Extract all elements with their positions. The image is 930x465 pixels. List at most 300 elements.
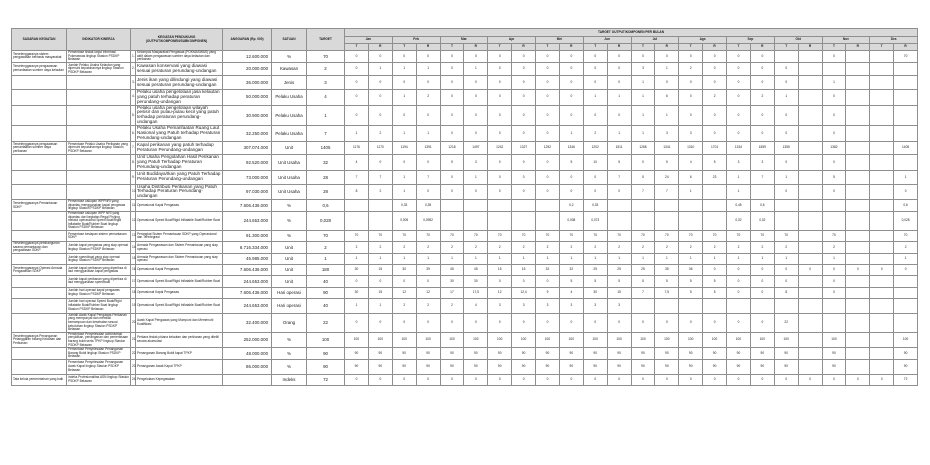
month-value: 0 (416, 155, 440, 171)
month-value: 0 (727, 51, 751, 63)
month-value: 90 (703, 359, 727, 374)
month-value: 0 (559, 51, 583, 63)
realization-subheader: R (607, 44, 631, 51)
row-number: 13. (131, 231, 136, 242)
month-value: 0 (559, 374, 583, 385)
month-value: 100 (631, 332, 655, 347)
table-row (12, 374, 918, 385)
month-value (440, 200, 464, 212)
month-value (870, 231, 894, 242)
month-value: 0 (583, 62, 607, 76)
month-value (798, 276, 822, 287)
month-value: 1242 (488, 141, 512, 155)
month-value: 0 (440, 62, 464, 76)
month-value: 0 (536, 374, 560, 385)
month-value (798, 126, 822, 142)
month-value: 0 (536, 89, 560, 105)
month-value: 0 (679, 374, 703, 385)
month-value: 0 (488, 171, 512, 185)
row-number: 12. (131, 212, 136, 231)
month-value: 0 (512, 76, 536, 90)
month-value: 8 (774, 287, 798, 298)
satuan-cell: Unit (272, 242, 307, 254)
month-value (798, 212, 822, 231)
month-header: Apr (488, 37, 536, 44)
realization-subheader: R (368, 44, 392, 51)
month-value: 0 (559, 105, 583, 126)
month-value: 1 (559, 254, 583, 265)
month-value: 70 (822, 231, 846, 242)
month-value: 1 (894, 171, 918, 185)
month-value: 0 (822, 265, 846, 276)
month-value: 100 (679, 332, 703, 347)
month-value: 0 (870, 374, 894, 385)
anggaran-cell (223, 374, 272, 385)
month-value: 0 (727, 276, 751, 287)
month-value: 90 (583, 359, 607, 374)
sasaran-cell (12, 76, 67, 90)
month-value: 0 (846, 265, 870, 276)
month-value (655, 212, 679, 231)
month-value: 0 (464, 313, 488, 332)
table-row (12, 348, 918, 360)
month-value: 0 (392, 76, 416, 90)
month-value: 100 (655, 332, 679, 347)
month-value: 0 (727, 62, 751, 76)
month-value: 0 (727, 374, 751, 385)
target-cell: 4 (307, 89, 345, 105)
month-value: 0 (488, 374, 512, 385)
month-value: 2 (368, 184, 392, 200)
indikator-cell: Persentase cakupan WPP NRI yang dipantau dari kegiatan Regal Fishing melalui operasional Speed Boat/Rigid Inflatable Boat/Rubber Boat lingkup Stasiun PSDKP Belawan (67, 212, 131, 231)
target-cell: 40 (307, 298, 345, 313)
month-value: 0 (774, 126, 798, 142)
month-value: 32 (559, 265, 583, 276)
month-value: 2 (750, 89, 774, 105)
row-number: 7. (131, 141, 136, 155)
month-value: 17 (440, 287, 464, 298)
month-value (822, 298, 846, 313)
kegiatan-cell: Operasional Kapal Pengawas (136, 287, 223, 298)
month-value: 100 (392, 332, 416, 347)
month-value: 2 (440, 298, 464, 313)
indikator-cell: Jumlah kapal perikanan yang diperiksa di laut menggunakan speedboat (67, 276, 131, 287)
month-value: 100 (464, 332, 488, 347)
month-value: 1497 (464, 141, 488, 155)
target-subheader: T (536, 44, 560, 51)
month-value: 3 (583, 298, 607, 313)
month-value: 90 (559, 348, 583, 360)
month-value: 0 (536, 313, 560, 332)
realization-subheader: R (512, 44, 536, 51)
satuan-cell: % (272, 200, 307, 212)
month-value: 39 (416, 265, 440, 276)
month-value: 90 (679, 348, 703, 360)
month-value (846, 89, 870, 105)
month-value (870, 171, 894, 185)
month-value: 7,5 (655, 287, 679, 298)
month-value: 1 (822, 254, 846, 265)
month-value: 0 (870, 265, 894, 276)
indikator-cell: Persentase Penyelesaian Penanganan Barang Bukti lingkup Stasiun PSDKP Belawan (67, 348, 131, 360)
satuan-cell: Unit (272, 276, 307, 287)
month-value (846, 231, 870, 242)
target-cell: 2 (307, 242, 345, 254)
month-value: 1346 (559, 141, 583, 155)
satuan-cell: Unit (272, 265, 307, 276)
month-header: Nov (822, 37, 870, 44)
target-subheader: T (583, 44, 607, 51)
row-number: 15. (131, 254, 136, 265)
month-header: Okt (774, 37, 822, 44)
month-value: 90 (536, 359, 560, 374)
month-value: 12,4 (512, 287, 536, 298)
month-value: 0 (559, 184, 583, 200)
month-value (798, 155, 822, 171)
month-value: 3 (488, 298, 512, 313)
satuan-cell: Pelaku Usaha (272, 105, 307, 126)
month-value: 0 (488, 276, 512, 287)
month-value: 15 (607, 287, 631, 298)
row-number: 8. (131, 155, 136, 171)
month-value (703, 184, 727, 200)
month-value: 90 (488, 348, 512, 360)
month-value: 100 (607, 332, 631, 347)
month-value: 0 (798, 265, 822, 276)
month-value (846, 254, 870, 265)
row-number: 4. (131, 89, 136, 105)
month-value (870, 254, 894, 265)
month-value: 0 (607, 184, 631, 200)
month-value: 90 (488, 359, 512, 374)
row-number: 14. (131, 242, 136, 254)
month-value (894, 126, 918, 142)
satuan-cell: Unit Usaha (272, 171, 307, 185)
satuan-cell: Unit Usaha (272, 155, 307, 171)
indikator-cell (67, 126, 131, 142)
month-value: 0 (822, 184, 846, 200)
month-value (846, 51, 870, 63)
month-value: 0 (536, 62, 560, 76)
month-value: 2 (655, 242, 679, 254)
month-value: 90 (750, 359, 774, 374)
month-value: 5 (703, 155, 727, 171)
month-value (536, 212, 560, 231)
month-value (894, 276, 918, 287)
month-value: 1 (464, 254, 488, 265)
satuan-cell: Kawasan (272, 62, 307, 76)
month-value: 7 (750, 171, 774, 185)
month-value (798, 141, 822, 155)
indikator-cell (67, 184, 131, 200)
month-value: 90 (894, 348, 918, 360)
month-value: 2 (583, 242, 607, 254)
month-value: 100 (440, 332, 464, 347)
month-value: 70 (440, 231, 464, 242)
month-value: 90 (392, 348, 416, 360)
row-number: 23. (131, 359, 136, 374)
month-value: 2 (727, 242, 751, 254)
satuan-cell: Orang (272, 313, 307, 332)
table-row (12, 359, 918, 374)
kegiatan-cell: Penanganan Awak Kapal TPKP (136, 359, 223, 374)
month-value: 1 (727, 171, 751, 185)
month-value: 0 (750, 276, 774, 287)
month-value: 7 (631, 287, 655, 298)
month-value: 0 (464, 126, 488, 142)
month-value (798, 62, 822, 76)
month-value (894, 76, 918, 90)
month-value (846, 76, 870, 90)
month-value: 4 (559, 287, 583, 298)
month-value: 0 (655, 313, 679, 332)
month-value (631, 212, 655, 231)
month-value (870, 332, 894, 347)
month-value: 5 (703, 287, 727, 298)
month-value: 0 (345, 51, 369, 63)
month-value: 2 (368, 242, 392, 254)
month-value: 0 (559, 89, 583, 105)
sasaran-cell (12, 287, 67, 298)
month-value: 1 (655, 254, 679, 265)
table-row (12, 105, 918, 126)
row-number: 22. (131, 348, 136, 360)
month-value: 0 (750, 76, 774, 90)
anggaran-cell: 92.520.000 (223, 155, 272, 171)
month-value: 30 (392, 265, 416, 276)
anggaran-cell: 7.606.436.000 (223, 200, 272, 212)
month-value: 90 (679, 359, 703, 374)
month-value (894, 313, 918, 332)
month-value: 15 (368, 287, 392, 298)
month-value (870, 200, 894, 212)
month-value: 0 (368, 76, 392, 90)
month-value: 1511 (607, 141, 631, 155)
sasaran-cell (12, 105, 67, 126)
sasaran-cell (12, 276, 67, 287)
month-value: 0,005 (392, 212, 416, 231)
month-value: 90 (583, 348, 607, 360)
month-value: 2 (416, 298, 440, 313)
sasaran-cell (12, 155, 67, 171)
month-value: 90 (655, 348, 679, 360)
month-value: 0 (774, 155, 798, 171)
month-value (870, 105, 894, 126)
kegiatan-cell: Operasional Kapal Pengawas (136, 200, 223, 212)
month-value (774, 200, 798, 212)
month-value: 2 (416, 242, 440, 254)
month-value: 24 (655, 171, 679, 185)
month-value: 2 (631, 242, 655, 254)
month-value: 0,02 (727, 212, 751, 231)
month-value: 2 (679, 62, 703, 76)
month-value: 0 (488, 126, 512, 142)
month-value: 70 (583, 231, 607, 242)
month-value: 0 (345, 76, 369, 90)
month-value: 0 (488, 313, 512, 332)
month-value: 5 (559, 155, 583, 171)
month-value: 12 (392, 287, 416, 298)
table-row (12, 242, 918, 254)
month-value: 100 (750, 332, 774, 347)
month-value: 90 (512, 359, 536, 374)
kegiatan-cell: Pelaku usaha pengelolaan wilayah pesisir dan pulau-pulau kecil yang patuh terhadap peraturan perundang-undangan (136, 105, 223, 126)
month-value (655, 200, 679, 212)
month-value (870, 242, 894, 254)
month-value: 0 (464, 184, 488, 200)
table-row (12, 298, 918, 313)
month-value: 0 (774, 265, 798, 276)
month-value: 5 (440, 155, 464, 171)
table-row (12, 287, 918, 298)
month-value: 30 (440, 276, 464, 287)
anggaran-cell: 8.716.334.000 (223, 242, 272, 254)
month-value: 1 (392, 126, 416, 142)
month-value (440, 212, 464, 231)
month-value (750, 298, 774, 313)
month-value: 3 (679, 126, 703, 142)
month-value: 2 (679, 242, 703, 254)
month-value: 0 (368, 105, 392, 126)
month-value: 2 (416, 89, 440, 105)
month-value: 0 (703, 76, 727, 90)
month-value: 0 (536, 126, 560, 142)
month-value: 100 (512, 332, 536, 347)
month-value (846, 298, 870, 313)
month-value (679, 212, 703, 231)
sasaran-cell (12, 359, 67, 374)
month-value: 0 (655, 374, 679, 385)
kegiatan-cell: Pelaku Usaha Pemanfaatan Ruang Laut Nasional yang Patuh terhadap Peraturan Perundang-undangan (136, 126, 223, 142)
month-value: 90 (345, 348, 369, 360)
month-value (798, 76, 822, 90)
col-header-target: TARGET (307, 29, 345, 51)
month-value: 0 (655, 51, 679, 63)
month-value: 3 (559, 298, 583, 313)
month-value: 7 (607, 171, 631, 185)
month-value (870, 155, 894, 171)
sasaran-cell (12, 313, 67, 332)
target-cell: 90 (307, 359, 345, 374)
satuan-cell: Jenis (272, 76, 307, 90)
kegiatan-cell: Penanganan Barang Bukti kapal TPKP (136, 348, 223, 360)
month-value (870, 126, 894, 142)
target-cell: 3 (307, 76, 345, 90)
month-value: 0 (440, 76, 464, 90)
target-subheader: T (345, 44, 369, 51)
month-value (727, 298, 751, 313)
month-value: 1 (416, 62, 440, 76)
month-value: 1268 (631, 141, 655, 155)
month-value (870, 276, 894, 287)
month-value: 0,073 (583, 212, 607, 231)
sasaran-cell: Tata kelola pemerintahan yang baik (12, 374, 67, 385)
row-number: 11. (131, 200, 136, 212)
month-value: 0 (822, 374, 846, 385)
month-value: 5 (679, 287, 703, 298)
month-value: 90 (607, 348, 631, 360)
month-value: 1 (416, 126, 440, 142)
month-value: 17,5 (464, 287, 488, 298)
month-value: 70 (655, 231, 679, 242)
month-value: 0,6 (894, 200, 918, 212)
month-value (846, 184, 870, 200)
target-subheader: T (679, 44, 703, 51)
month-value: 90 (703, 348, 727, 360)
month-value: 1 (631, 254, 655, 265)
col-header-monthly-target: TARGET OUTPUT/KOMPONEN PER BULAN (345, 29, 918, 37)
month-value: 0 (536, 76, 560, 90)
month-value: 0 (727, 126, 751, 142)
month-value: 0 (440, 171, 464, 185)
sasaran-cell (12, 126, 67, 142)
month-value: 36 (679, 265, 703, 276)
month-value: 0,008 (559, 212, 583, 231)
col-header-kegiatan: KEGIATAN PENDUKUNG (OUTPUT/KOMPONEN/SUBKOMPONEN) (131, 29, 223, 51)
month-value: 1327 (512, 141, 536, 155)
realization-subheader: R (846, 44, 870, 51)
month-value: 0 (703, 374, 727, 385)
month-value: 0 (392, 374, 416, 385)
month-value: 0 (345, 313, 369, 332)
row-number: 2. (131, 62, 136, 76)
satuan-cell: % (272, 332, 307, 347)
month-value: 0 (750, 287, 774, 298)
month-value: 1 (536, 254, 560, 265)
month-value: 100 (703, 332, 727, 347)
month-value: 70 (774, 231, 798, 242)
satuan-cell: % (272, 348, 307, 360)
month-value: 70 (559, 231, 583, 242)
month-value: 0 (607, 62, 631, 76)
month-value (822, 212, 846, 231)
target-subheader: T (870, 44, 894, 51)
table-row (12, 126, 918, 142)
month-value: 0 (440, 89, 464, 105)
month-value: 0 (846, 374, 870, 385)
month-value: 0 (368, 155, 392, 171)
month-value: 90 (727, 348, 751, 360)
sasaran-cell (12, 171, 67, 185)
target-cell: 70 (307, 51, 345, 63)
month-value: 90 (512, 348, 536, 360)
month-value: 0,0952 (416, 212, 440, 231)
month-value: 2 (392, 242, 416, 254)
sasaran-cell (12, 231, 67, 242)
kegiatan-cell: Operasional Speed Boat/Rigid Inflatable Boat/Rubber Boat (136, 298, 223, 313)
month-value: 0 (703, 51, 727, 63)
month-value (870, 62, 894, 76)
month-value: 1341 (655, 141, 679, 155)
month-value (846, 105, 870, 126)
month-value: 0 (488, 51, 512, 63)
month-value: 0 (392, 313, 416, 332)
anggaran-cell: 32.400.000 (223, 313, 272, 332)
month-value: 70 (679, 231, 703, 242)
month-value: 1 (679, 184, 703, 200)
table-row (12, 184, 918, 200)
month-value: 0 (703, 126, 727, 142)
month-value (846, 348, 870, 360)
month-value: 0 (488, 76, 512, 90)
month-value (631, 298, 655, 313)
month-value: 0 (583, 51, 607, 63)
realization-subheader: R (655, 44, 679, 51)
month-value: 5 (631, 276, 655, 287)
month-value (870, 348, 894, 360)
month-value: 0,35 (416, 200, 440, 212)
month-value (894, 298, 918, 313)
